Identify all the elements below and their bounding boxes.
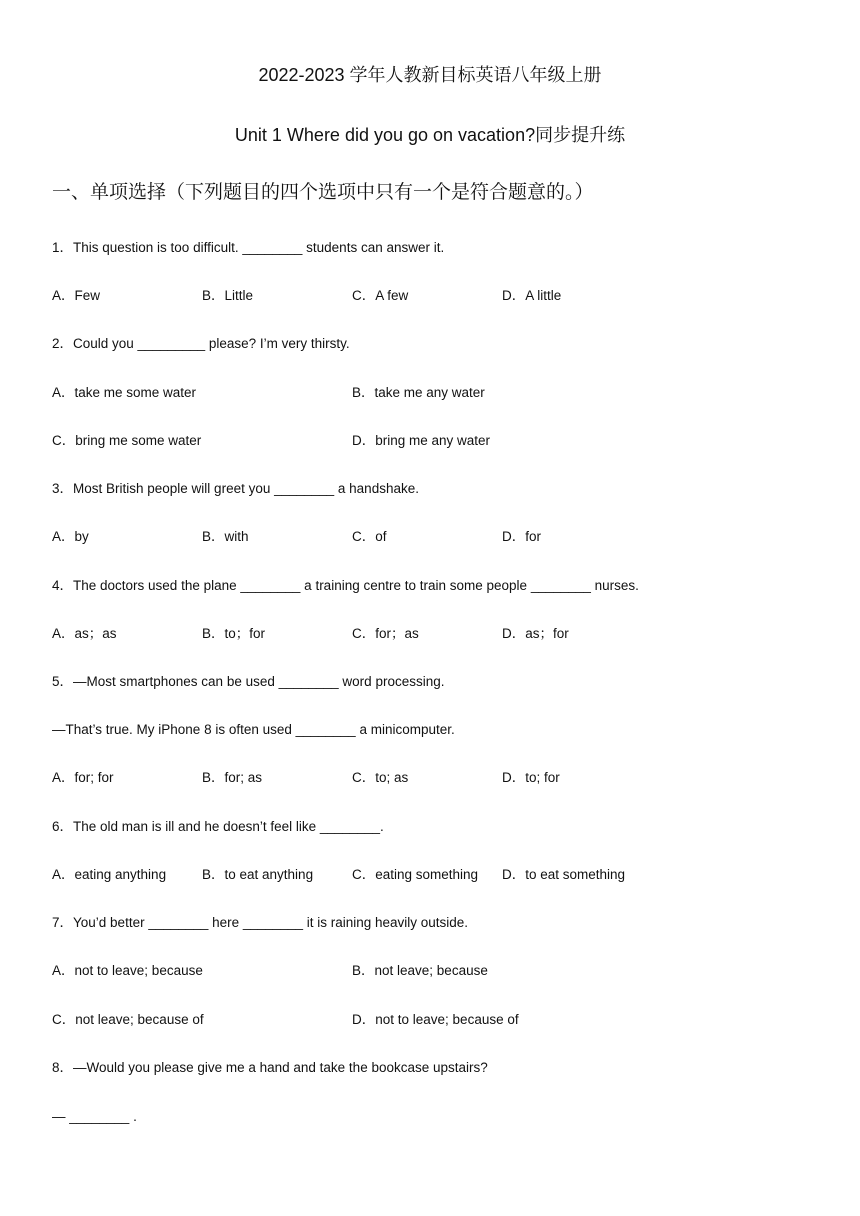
- question-5-reply: —That’s true. My iPhone 8 is often used ________ a minicomputer.: [52, 722, 455, 737]
- option-a[interactable]: A．for; for: [52, 770, 114, 785]
- option-d[interactable]: D．to; for: [502, 770, 560, 785]
- option-c[interactable]: C．for；as: [352, 626, 419, 641]
- option-a[interactable]: A．Few: [52, 288, 101, 303]
- question-1: 1．This question is too difficult. ________ students can answer it.: [52, 240, 445, 255]
- option-a[interactable]: A．eating anything: [52, 867, 167, 882]
- option-a[interactable]: A．as；as: [52, 626, 117, 641]
- document-subtitle: Unit 1 Where did you go on vacation?同步提升练: [234, 125, 626, 145]
- option-c[interactable]: C．not leave; because of: [52, 1012, 204, 1027]
- question-2-options-row1: [52, 384, 812, 402]
- option-d[interactable]: D．to eat something: [502, 867, 626, 882]
- question-3-options: [52, 528, 812, 546]
- option-c[interactable]: C．A few: [352, 288, 409, 303]
- option-b[interactable]: B．to；for: [202, 626, 266, 641]
- question-2-options-row2: [52, 432, 812, 450]
- question-4: 4．The doctors used the plane ________ a training centre to train some people ________ nurses.: [52, 578, 639, 593]
- option-c[interactable]: C．eating something: [352, 867, 479, 882]
- question-7: 7．You’d better ________ here ________ it is raining heavily outside.: [52, 915, 469, 930]
- document-title: 2022-2023 学年人教新目标英语八年级上册: [258, 65, 602, 85]
- option-d[interactable]: D．A little: [502, 288, 562, 303]
- option-b[interactable]: B．Little: [202, 288, 254, 303]
- section-heading: 一、单项选择（下列题目的四个选项中只有一个是符合题意的。）: [52, 182, 594, 203]
- option-d[interactable]: D．as；for: [502, 626, 569, 641]
- option-d[interactable]: D．for: [502, 529, 542, 544]
- option-c[interactable]: C．bring me some water: [52, 433, 202, 448]
- question-5: 5．—Most smartphones can be used ________ word processing.: [52, 674, 445, 689]
- question-3: 3．Most British people will greet you ________ a handshake.: [52, 481, 419, 496]
- option-b[interactable]: B．to eat anything: [202, 867, 314, 882]
- option-a[interactable]: A．take me some water: [52, 385, 197, 400]
- question-7-options-row1: [52, 962, 812, 980]
- option-b[interactable]: B．not leave; because: [352, 963, 488, 978]
- option-b[interactable]: B．with: [202, 529, 249, 544]
- option-b[interactable]: B．for; as: [202, 770, 263, 785]
- question-8: 8．—Would you please give me a hand and take the bookcase upstairs?: [52, 1060, 488, 1075]
- option-b[interactable]: B．take me any water: [352, 385, 485, 400]
- question-1-options: [52, 287, 812, 305]
- question-4-options: [52, 625, 812, 643]
- question-6: 6．The old man is ill and he doesn’t feel like ________.: [52, 819, 384, 834]
- question-7-options-row2: [52, 1011, 812, 1029]
- option-d[interactable]: D．bring me any water: [352, 433, 491, 448]
- question-2: 2．Could you _________ please? I’m very thirsty.: [52, 336, 350, 351]
- question-8-reply: — ________ .: [52, 1109, 137, 1124]
- option-d[interactable]: D．not to leave; because of: [352, 1012, 519, 1027]
- option-a[interactable]: A．by: [52, 529, 89, 544]
- question-5-options: [52, 769, 812, 787]
- option-c[interactable]: C．of: [352, 529, 387, 544]
- option-c[interactable]: C．to; as: [352, 770, 409, 785]
- question-6-options: [52, 866, 812, 884]
- option-a[interactable]: A．not to leave; because: [52, 963, 203, 978]
